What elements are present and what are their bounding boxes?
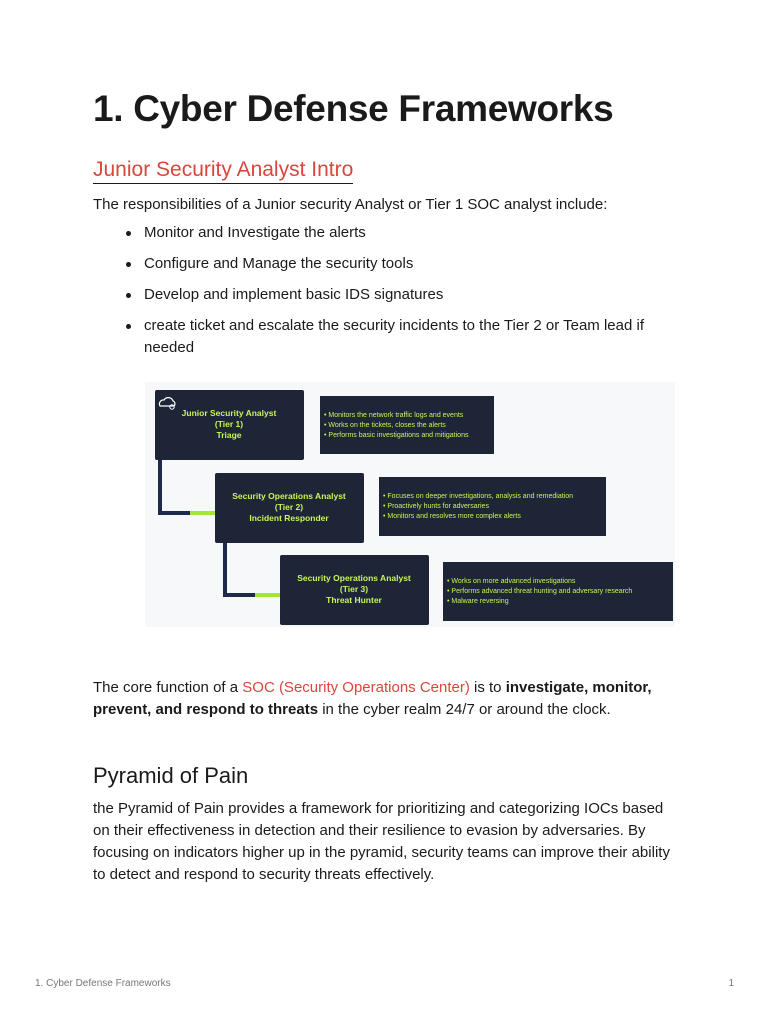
list-item: Monitor and Investigate the alerts bbox=[93, 222, 673, 244]
tier1-duty: • Performs basic investigations and mitigations bbox=[324, 432, 469, 439]
tier2-duty: • Focuses on deeper investigations, analysis and remediation bbox=[383, 493, 574, 500]
tier2-role: Incident Responder bbox=[249, 513, 329, 523]
tier2-name: Security Operations Analyst bbox=[232, 491, 346, 501]
tier1-duty: • Works on the tickets, closes the alerts bbox=[324, 422, 446, 429]
footer-title: 1. Cyber Defense Frameworks bbox=[35, 978, 171, 989]
page-title: 1. Cyber Defense Frameworks bbox=[93, 88, 614, 129]
list-item: Configure and Manage the security tools bbox=[93, 253, 673, 275]
core-bold: investigate, monitor, prevent, and respond to threats bbox=[93, 679, 652, 718]
tier2-duty: • Proactively hunts for adversaries bbox=[383, 503, 489, 510]
tier3-level: (Tier 3) bbox=[339, 584, 369, 594]
tier3-role: Threat Hunter bbox=[326, 595, 382, 605]
responsibility-list bbox=[93, 222, 673, 368]
list-item: Develop and implement basic IDS signatures bbox=[93, 284, 673, 306]
pyramid-text: the Pyramid of Pain provides a framework for prioritizing and categorizing IOCs based on their effectiveness in detection and their resilience to evasion by adversaries. By focusing on indicators higher up in the pyramid, security teams can improve their ability to detect and respond to security threats effectively. bbox=[93, 800, 670, 883]
page-number: 1 bbox=[728, 978, 734, 989]
tier1-name: Junior Security Analyst bbox=[181, 408, 277, 418]
core-function-text bbox=[93, 677, 683, 721]
section-title: Junior Security Analyst Intro bbox=[93, 158, 353, 184]
tier1-level: (Tier 1) bbox=[214, 419, 244, 429]
soc-tier-diagram bbox=[145, 382, 675, 627]
intro-text: The responsibilities of a Junior security Analyst or Tier 1 SOC analyst include: bbox=[93, 196, 608, 213]
tier2-level: (Tier 2) bbox=[274, 502, 304, 512]
tier1-role: Triage bbox=[216, 430, 242, 440]
core-pre: The core function of a bbox=[93, 679, 243, 696]
tier2-duty: • Monitors and resolves more complex alerts bbox=[383, 513, 521, 520]
core-post: in the cyber realm 24/7 or around the clock. bbox=[318, 701, 611, 718]
tier1-duty: • Monitors the network traffic logs and events bbox=[324, 412, 464, 419]
tier3-duty: • Malware reversing bbox=[447, 598, 509, 605]
tier3-name: Security Operations Analyst bbox=[297, 573, 411, 583]
list-item: create ticket and escalate the security incidents to the Tier 2 or Team lead if needed bbox=[93, 315, 673, 359]
soc-link[interactable]: SOC (Security Operations Center) bbox=[242, 679, 470, 696]
tier3-duty: • Works on more advanced investigations bbox=[447, 578, 576, 585]
core-mid: is to bbox=[469, 679, 506, 696]
pyramid-heading: Pyramid of Pain bbox=[93, 763, 249, 788]
tier3-duty: • Performs advanced threat hunting and adversary research bbox=[447, 588, 633, 595]
